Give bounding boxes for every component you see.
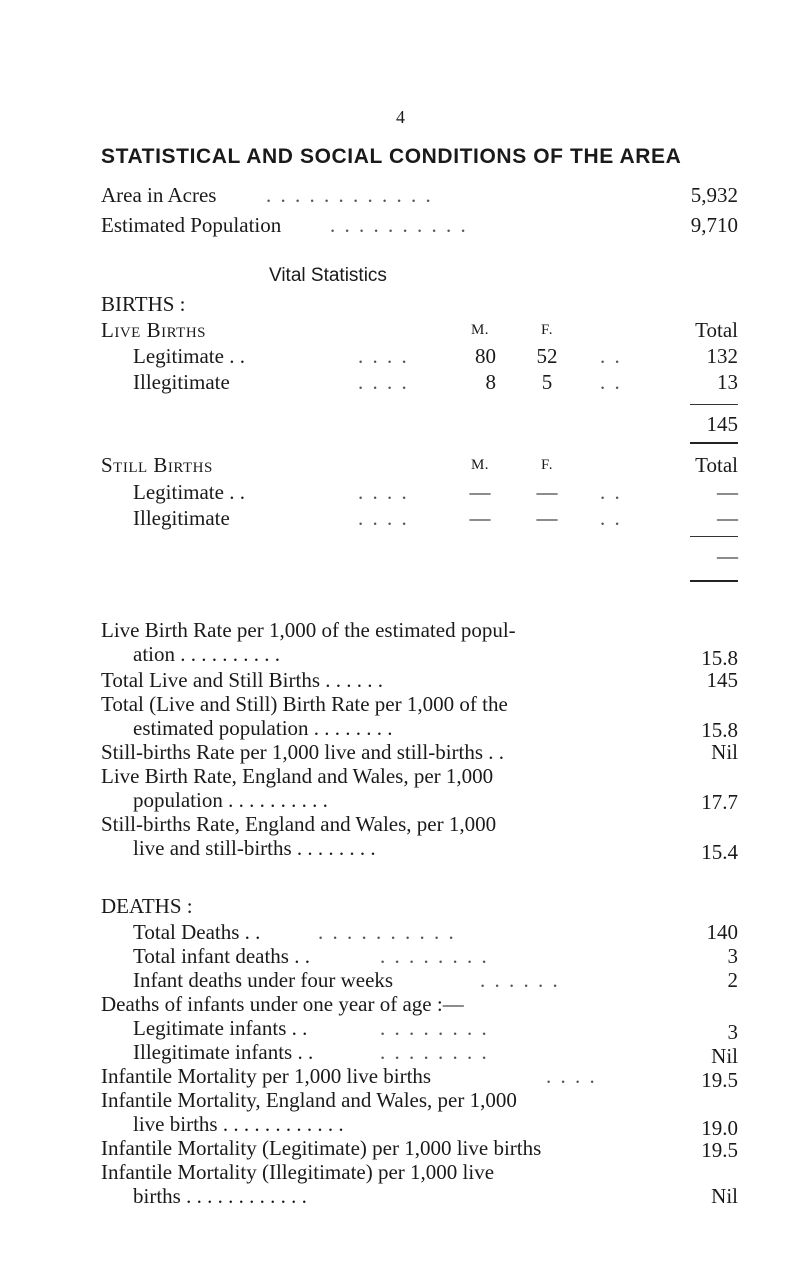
row-total: 132 [706, 344, 738, 368]
col-female: F. [541, 322, 553, 338]
total-double-rule [690, 580, 738, 582]
row-total: — [717, 480, 738, 504]
rate-value: 15.8 [701, 718, 738, 742]
deaths-heading: DEATHS : [101, 894, 193, 918]
row-male: 80 [475, 344, 496, 368]
death-rate-value: 19.0 [701, 1116, 738, 1140]
death-row-leader: . . . . . . . . . . [318, 920, 456, 944]
rate-value: 15.8 [701, 646, 738, 670]
death-row-leader: . . . . . . . . [380, 1040, 489, 1064]
vital-statistics-heading: Vital Statistics [269, 265, 387, 286]
row-female: — [536, 480, 558, 504]
death-row-leader: . . . . . . . . [380, 1016, 489, 1040]
row-female: 52 [536, 344, 558, 368]
death-rate-line: live births . . . . . . . . . . . . [133, 1112, 344, 1136]
live-births-title: Live Births [101, 318, 207, 342]
col-male: M. [470, 457, 490, 473]
rate-value: 15.4 [701, 840, 738, 864]
rate-line: Live Birth Rate per 1,000 of the estimated popul- [101, 618, 516, 642]
row-leader: . . . . [358, 370, 409, 394]
total-rule [690, 404, 738, 405]
population-leader: . . . . . . . . . . [330, 213, 468, 237]
death-row-label: Infantile Mortality per 1,000 live births [101, 1064, 432, 1088]
row-leader: . . . . [358, 480, 409, 504]
row-leader: . . . . [358, 506, 409, 530]
row-male: 8 [485, 370, 496, 394]
death-row-leader: . . . . . . [480, 968, 560, 992]
death-row-label: Total Deaths . . [133, 920, 261, 944]
death-rate-line: Infantile Mortality, England and Wales, per 1,000 [101, 1088, 517, 1112]
row-label: Illegitimate [133, 506, 230, 530]
page-number: 4 [396, 107, 405, 127]
live-births-grand-total: 145 [706, 412, 738, 436]
row-total: 13 [717, 370, 738, 394]
rate-line: Still-births Rate, England and Wales, per 1,000 [101, 812, 497, 836]
row-label: Illegitimate [133, 370, 230, 394]
row-label: Legitimate . . [133, 344, 245, 368]
rate-line: Live Birth Rate, England and Wales, per 1,000 [101, 764, 494, 788]
row-leader: . . . . [358, 344, 409, 368]
still-births-title: Still Births [101, 453, 213, 477]
population-label: Estimated Population [101, 213, 282, 237]
area-leader: . . . . . . . . . . . . [266, 183, 433, 207]
still-births-grand-total: — [717, 544, 738, 568]
col-total: Total [695, 318, 738, 342]
death-rate-line: Infantile Mortality (Legitimate) per 1,000 live births [101, 1136, 542, 1160]
death-row-label: Legitimate infants . . [133, 1016, 308, 1040]
rate-line: Total (Live and Still) Birth Rate per 1,000 of the [101, 692, 508, 716]
death-row-label: Deaths of infants under one year of age :— [101, 992, 464, 1016]
death-row-value: 140 [706, 920, 738, 944]
births-heading: BIRTHS : [101, 292, 186, 316]
rate-line: Total Live and Still Births . . . . . . [101, 668, 384, 692]
total-rule [690, 536, 738, 537]
row-label: Legitimate . . [133, 480, 245, 504]
row-total-leader: . . [600, 480, 622, 504]
row-total-leader: . . [600, 344, 622, 368]
death-row-value: 19.5 [701, 1068, 738, 1092]
row-female: — [536, 506, 558, 530]
death-row-label: Infant deaths under four weeks [133, 968, 394, 992]
rate-value: Nil [711, 740, 738, 764]
death-rate-line: births . . . . . . . . . . . . [133, 1184, 307, 1208]
rate-line: population . . . . . . . . . . [133, 788, 328, 812]
col-male: M. [470, 322, 490, 338]
death-row-label: Illegitimate infants . . [133, 1040, 314, 1064]
death-row-value: 2 [727, 968, 738, 992]
death-row-value: 3 [727, 1020, 738, 1044]
death-row-leader: . . . . [546, 1064, 597, 1088]
row-total-leader: . . [600, 506, 622, 530]
rate-line: Still-births Rate per 1,000 live and still-births . . [101, 740, 505, 764]
total-double-rule [690, 442, 738, 444]
rate-line: ation . . . . . . . . . . [133, 642, 280, 666]
rate-value: 17.7 [701, 790, 738, 814]
death-row-value: 3 [727, 944, 738, 968]
col-total: Total [695, 453, 738, 477]
death-row-value: Nil [711, 1044, 738, 1068]
death-row-label: Total infant deaths . . [133, 944, 310, 968]
death-rate-value: 19.5 [701, 1138, 738, 1162]
row-total-leader: . . [600, 370, 622, 394]
page-title: STATISTICAL AND SOCIAL CONDITIONS OF THE AREA [101, 145, 682, 168]
area-label: Area in Acres [101, 183, 217, 207]
death-rate-line: Infantile Mortality (Illegitimate) per 1,000 live [101, 1160, 495, 1184]
rate-line: estimated population . . . . . . . . [133, 716, 393, 740]
death-rate-value: Nil [711, 1184, 738, 1208]
row-male: — [469, 480, 491, 504]
population-value: 9,710 [690, 213, 738, 237]
rate-value: 145 [706, 668, 738, 692]
death-row-leader: . . . . . . . . [380, 944, 489, 968]
row-total: — [717, 506, 738, 530]
col-female: F. [541, 457, 553, 473]
rate-line: live and still-births . . . . . . . . [133, 836, 376, 860]
row-female: 5 [541, 370, 553, 394]
area-value: 5,932 [690, 183, 738, 207]
row-male: — [469, 506, 491, 530]
